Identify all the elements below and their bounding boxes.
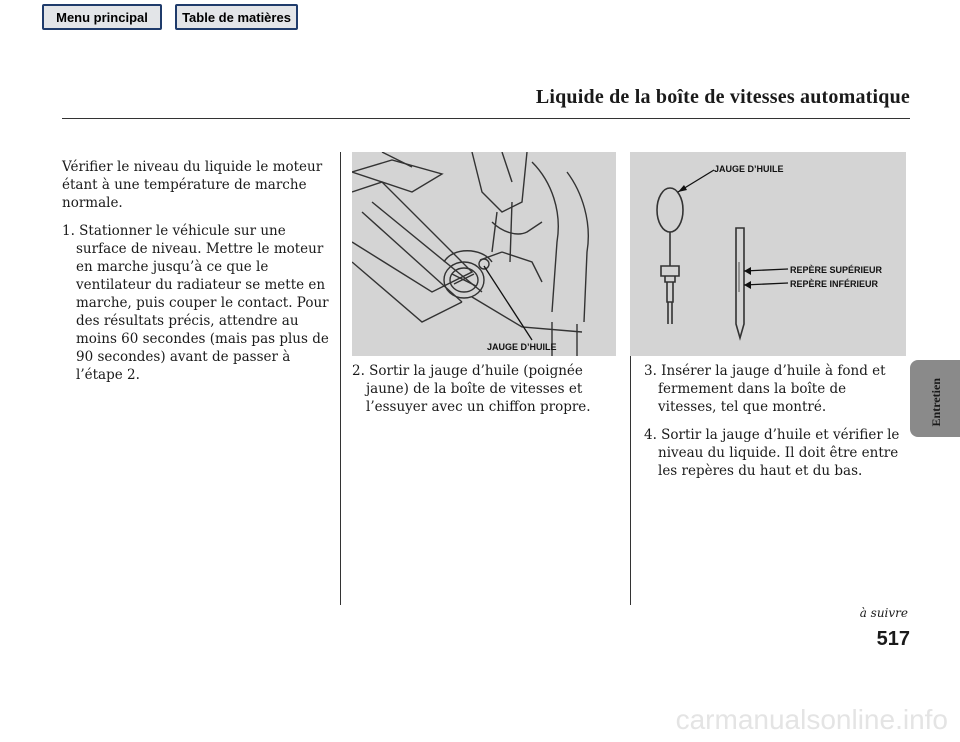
step-2: 2. Sortir la jauge d’huile (poignée jaune) de la boîte de vitesses et l’essuyer avec un chiffon propre.	[352, 363, 591, 415]
continued-note: à suivre	[859, 606, 908, 620]
dipstick-marks-illustration	[630, 152, 906, 356]
intro-text: Vérifier le niveau du liquide le moteur étant à une température de marche normale.	[62, 159, 323, 211]
upper-mark-label: REPÈRE SUPÉRIEUR	[790, 265, 883, 275]
column-2	[352, 362, 620, 426]
section-label: Entretien	[929, 378, 943, 427]
column-divider-1	[340, 152, 341, 605]
step-3: 3. Insérer la jauge d’huile à fond et fermement dans la boîte de vitesses, tel que montré.	[644, 363, 886, 415]
step-1: 1. Stationner le véhicule sur une surface de niveau. Mettre le moteur en marche jusqu’à ce que le ventilateur du radiateur se mette en marche, puis couper le contact. Pour des résultats précis, attendre au moins 60 secondes (mais pas plus de 90 secondes) avant de passer à l’étape 2.	[62, 223, 329, 383]
column-1	[62, 158, 334, 394]
dipstick-label-right: JAUGE D’HUILE	[714, 164, 784, 174]
page-number: 517	[876, 628, 910, 650]
dipstick-drawing	[630, 152, 906, 356]
column-3	[644, 362, 908, 490]
dipstick-label: JAUGE D’HUILE	[487, 342, 557, 352]
engine-bay-drawing	[352, 152, 616, 356]
watermark: carmanualsonline.info	[675, 704, 948, 735]
step-4: 4. Sortir la jauge d’huile et vérifier le niveau du liquide. Il doit être entre les repères du haut et du bas.	[644, 427, 900, 479]
table-of-contents-button[interactable]: Table de matières	[175, 4, 298, 30]
title-divider	[62, 118, 910, 119]
engine-dipstick-illustration	[352, 152, 616, 356]
page-title: Liquide de la boîte de vitesses automatique	[535, 86, 910, 108]
lower-mark-label: REPÈRE INFÉRIEUR	[790, 279, 879, 289]
main-menu-button[interactable]: Menu principal	[42, 4, 162, 30]
